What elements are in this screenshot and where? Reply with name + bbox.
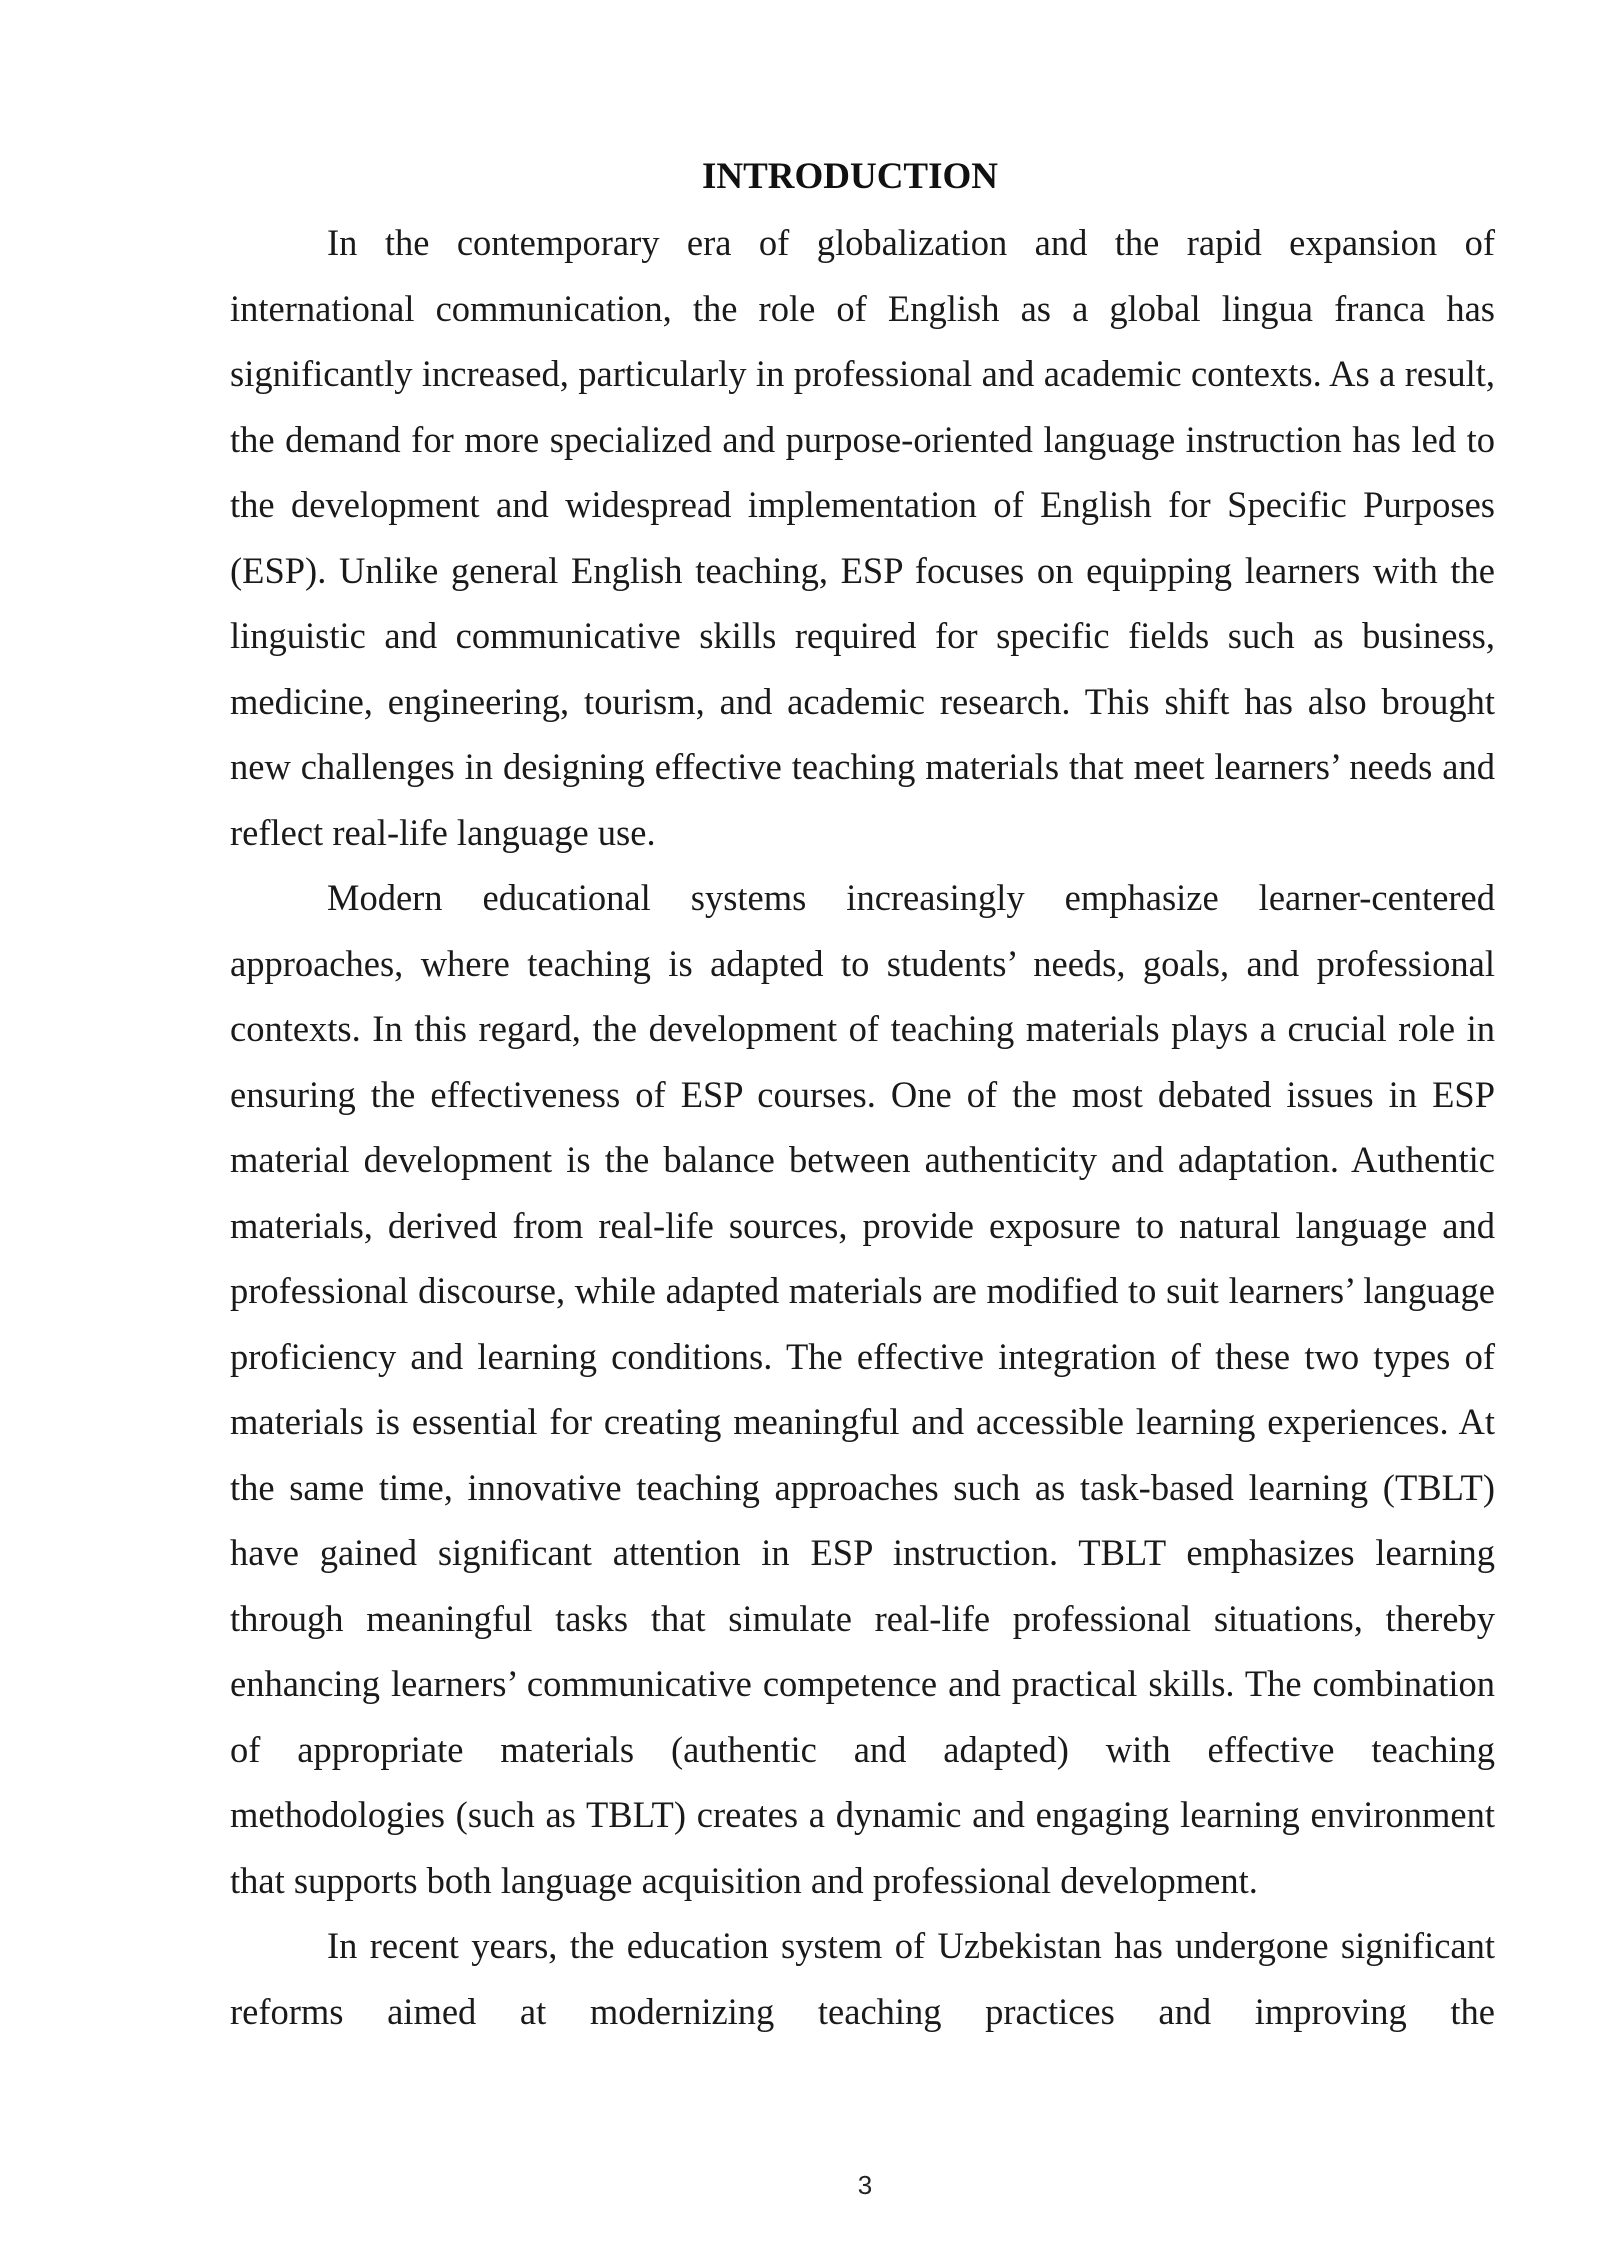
page-number: 3 <box>857 2170 873 2200</box>
paragraph-globalization-esp: In the contemporary era of globalization and the rapid expansion of international communication, the role of English as a global lingua franca has significantly increased, particularly in professional and academic contexts. As a result, the demand for more specialized and purpose-oriented language instruction has led to the development and widespread implementation of English for Specific Purposes (ESP). Unlike general English teaching, ESP focuses on equipping learners with the linguistic and communicative skills required for specific fields such as business, medicine, engineering, tourism, and academic research. This shift has also brought new challenges in designing effective teaching materials that meet learners’ needs and reflect real-life language use. <box>230 222 1495 853</box>
paragraph-materials-tblt: Modern educational systems increasingly emphasize learner-centered approaches, where teaching is adapted to students’ needs, goals, and professional contexts. In this regard, the development of teaching materials plays a crucial role in ensuring the effectiveness of ESP courses. One of the most debated issues in ESP material development is the balance between authenticity and adaptation. Authentic materials, derived from real-life sources, provide exposure to natural language and professional discourse, while adapted materials are modified to suit learners’ language proficiency and learning conditions. The effective integration of these two types of materials is essential for creating meaningful and accessible learning experiences. At the same time, innovative teaching approaches such as task-based learning (TBLT) have gained significant attention in ESP instruction. TBLT emphasizes learning through meaningful tasks that simulate real-life professional situations, thereby enhancing learners’ communicative competence and practical skills. The combination of appropriate materials (authentic and adapted) with effective teaching methodologies (such as TBLT) creates a dynamic and engaging learning environment that supports both language acquisition and professional development. <box>230 877 1495 1901</box>
paragraph-uzbekistan-reforms: In recent years, the education system of Uzbekistan has undergone significant reforms aimed at modernizing teaching practices and improving the <box>230 1925 1495 2032</box>
body-text <box>230 210 1495 2044</box>
section-title: INTRODUCTION <box>701 156 999 197</box>
